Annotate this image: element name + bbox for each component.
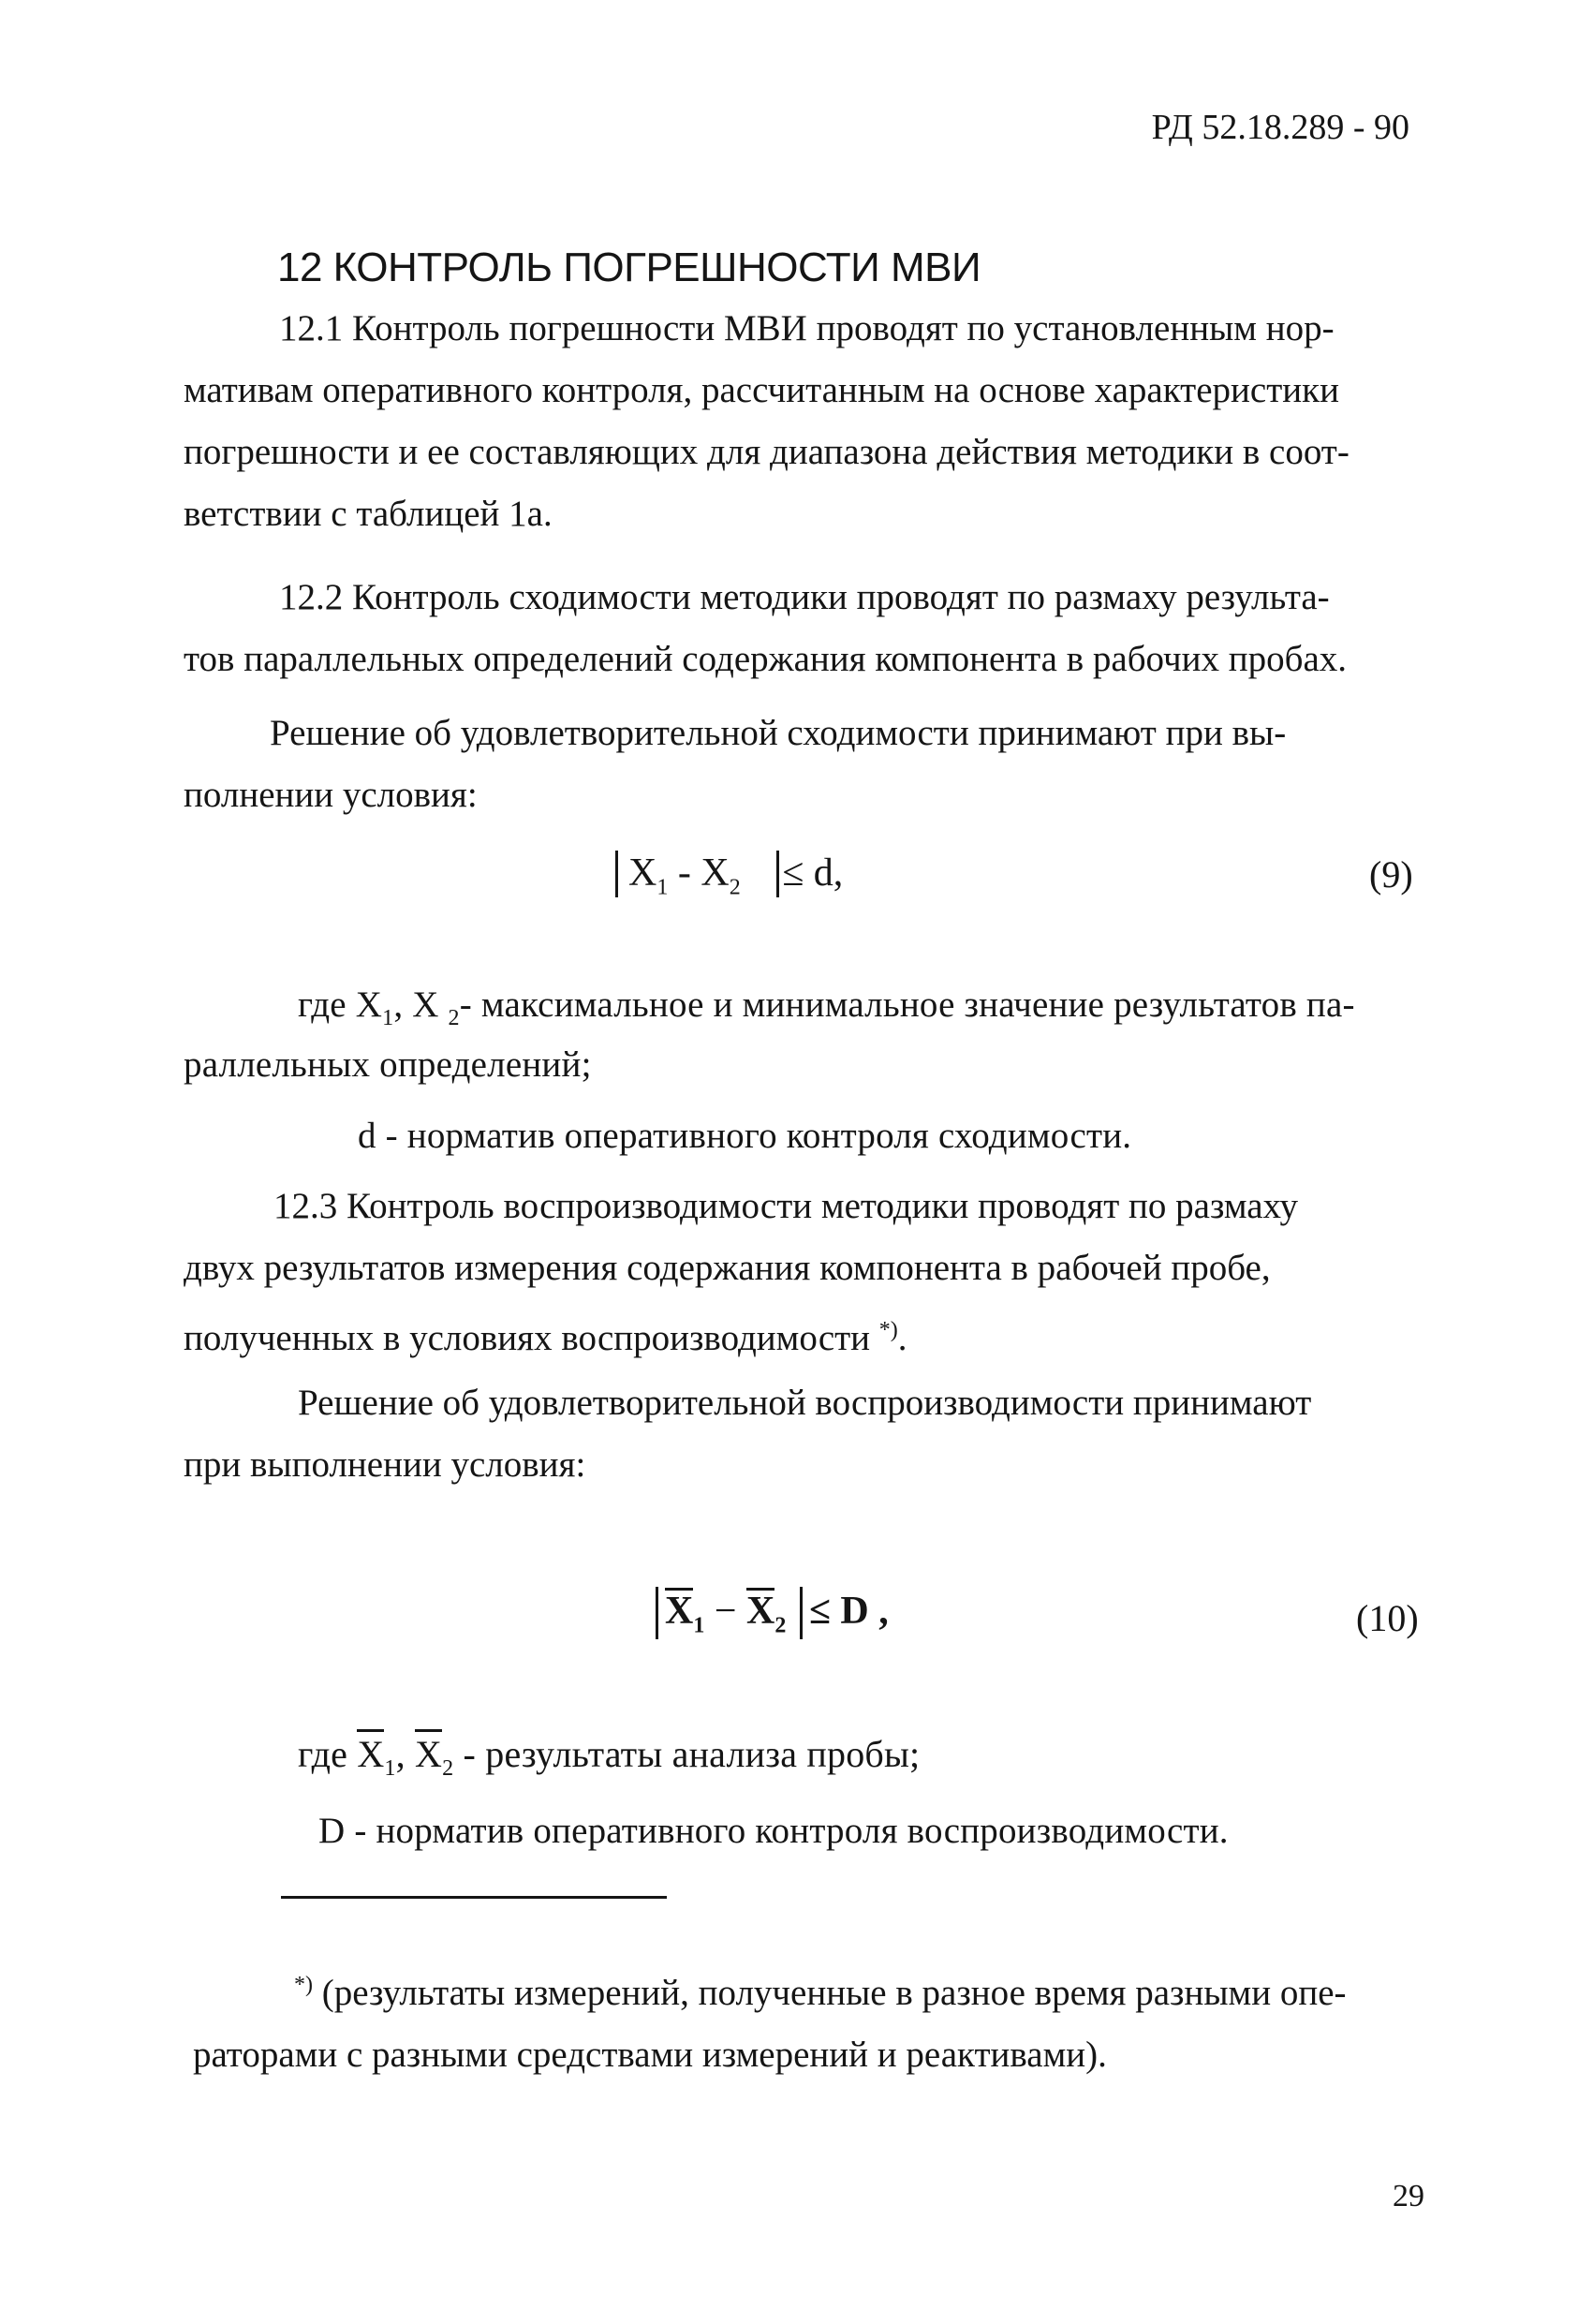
paragraph-line: Решение об удовлетворительной сходимости принимают при вы- bbox=[270, 713, 1287, 753]
minus-sign: − bbox=[704, 1590, 747, 1633]
equation-number-9: (9) bbox=[1369, 853, 1413, 896]
paragraph-line: мативам оперативного контроля, рассчитанным на основе характеристики bbox=[184, 370, 1339, 410]
paragraph-line bbox=[184, 1299, 1424, 1369]
footnote-line bbox=[193, 1954, 1427, 2024]
subscript: 2 bbox=[448, 1005, 460, 1030]
abs-bar-left bbox=[615, 851, 618, 897]
footnote-text: (результаты измерений, полученные в разное время разными опе- bbox=[313, 1973, 1347, 2013]
paragraph-line: двух результатов измерения содержания компонента в рабочей пробе, bbox=[184, 1248, 1271, 1288]
comma: , bbox=[395, 1733, 416, 1775]
paragraph-line: Решение об удовлетворительной воспроизводимости принимают bbox=[298, 1383, 1312, 1423]
subscript: 2 bbox=[774, 1613, 787, 1638]
where-prefix: где bbox=[298, 1733, 358, 1775]
formula-rhs: ≤ D , bbox=[808, 1590, 889, 1633]
where-x1-x2-results bbox=[298, 1724, 920, 1799]
sentence-end: . bbox=[897, 1318, 907, 1358]
subscript: 2 bbox=[442, 1756, 454, 1781]
subscript: 1 bbox=[693, 1613, 705, 1638]
where-rest: - максимальное и минимальное значение результатов па- bbox=[459, 984, 1355, 1025]
equation-number-10: (10) bbox=[1356, 1597, 1419, 1639]
where-x1-x2-continued: раллельных определений; bbox=[184, 1044, 592, 1085]
formula-9 bbox=[615, 847, 843, 913]
paragraph-12-3 bbox=[184, 1176, 1424, 1369]
paragraph-line: 12.1 Контроль погрешности МВИ проводят по установленным нор- bbox=[279, 308, 1335, 348]
norm-d-definition: d - норматив оперативного контроля сходимости. bbox=[358, 1116, 1132, 1156]
subscript: 1 bbox=[382, 1005, 394, 1030]
minus-sign: - bbox=[668, 851, 701, 895]
section-title: 12 КОНТРОЛЬ ПОГРЕШНОСТИ МВИ bbox=[277, 244, 981, 290]
formula-rhs: ≤ d, bbox=[782, 851, 844, 895]
var-x-bar: X bbox=[746, 1590, 775, 1633]
paragraph-line-text: полученных в условиях воспроизводимости bbox=[184, 1318, 871, 1358]
where-rest: - результаты анализа пробы; bbox=[453, 1733, 921, 1775]
paragraph-line: 12.3 Контроль воспроизводимости методики проводят по размаху bbox=[273, 1186, 1299, 1226]
where-prefix: где X bbox=[298, 984, 383, 1025]
var-x: X bbox=[701, 851, 730, 895]
footnote-line: раторами с разными средствами измерений и реактивами). bbox=[193, 2035, 1107, 2075]
paragraph-decision-convergence bbox=[184, 703, 1424, 826]
paragraph-decision-reproducibility bbox=[184, 1372, 1424, 1496]
paragraph-line: полнении условия: bbox=[184, 775, 478, 815]
paragraph-line: погрешности и ее составляющих для диапазона действия методики в соот- bbox=[184, 432, 1350, 472]
paragraph-line: при выполнении условия: bbox=[184, 1444, 586, 1485]
var-x-bar: X bbox=[415, 1729, 442, 1775]
footnote bbox=[193, 1954, 1427, 2086]
paragraph-12-1 bbox=[184, 298, 1424, 545]
abs-bar-right bbox=[776, 851, 779, 897]
paragraph-12-2 bbox=[184, 567, 1424, 690]
footnote-marker: *) bbox=[878, 1318, 898, 1342]
abs-bar-right bbox=[800, 1587, 803, 1639]
page-number: 29 bbox=[1393, 2179, 1424, 2213]
footnote-marker: *) bbox=[294, 1973, 313, 1997]
formula-10 bbox=[656, 1585, 889, 1651]
paragraph-line: 12.2 Контроль сходимости методики проводят по размаху результа- bbox=[279, 577, 1330, 617]
paragraph-line: ветствии с таблицей 1а. bbox=[184, 494, 553, 534]
footnote-divider bbox=[281, 1896, 667, 1899]
norm-D-definition: D - норматив оперативного контроля воспроизводимости. bbox=[318, 1811, 1229, 1851]
subscript: 2 bbox=[729, 875, 741, 900]
abs-bar-left bbox=[656, 1587, 658, 1639]
var-x: X bbox=[628, 851, 657, 895]
subscript: 1 bbox=[384, 1756, 396, 1781]
subscript: 1 bbox=[656, 875, 669, 900]
var-x-bar: X bbox=[665, 1590, 694, 1633]
paragraph-line: тов параллельных определений содержания компонента в рабочих пробах. bbox=[184, 639, 1348, 679]
var-x-bar: X bbox=[357, 1729, 384, 1775]
document-code: РД 52.18.289 - 90 bbox=[1151, 108, 1409, 147]
where-mid: , X bbox=[393, 984, 449, 1025]
